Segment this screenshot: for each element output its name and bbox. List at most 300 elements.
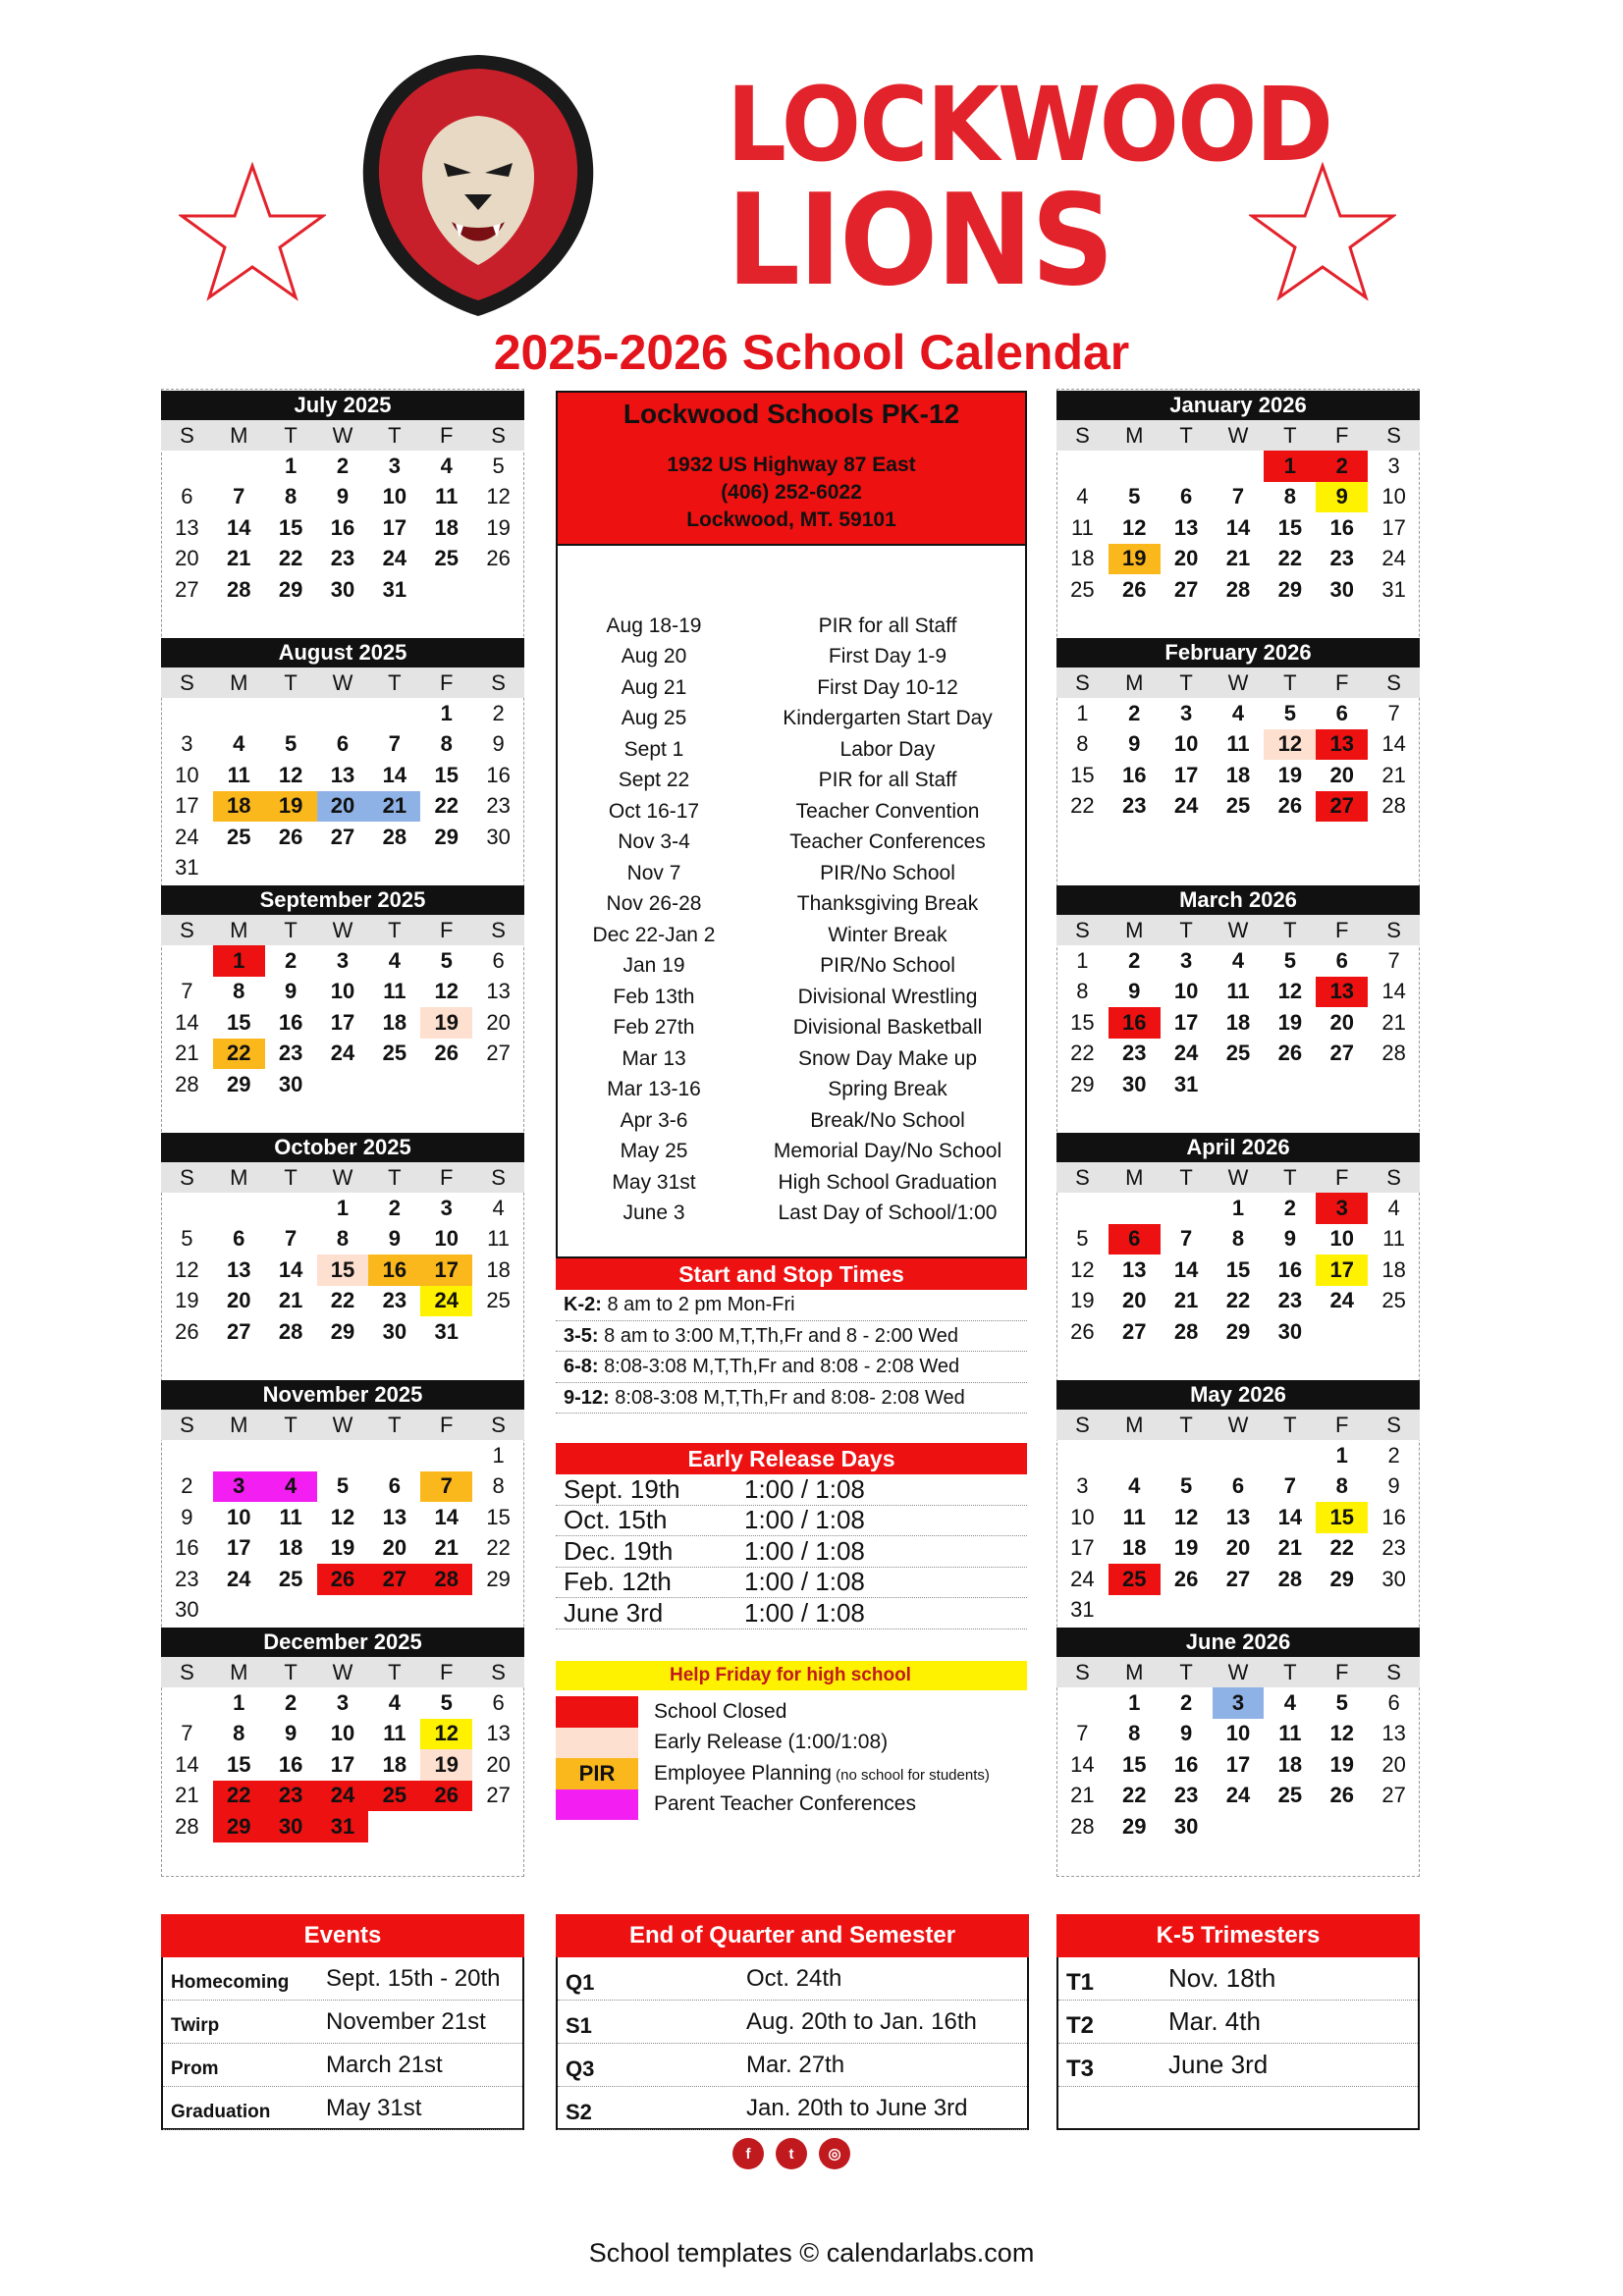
day-cell: 13 — [227, 1256, 251, 1282]
day-grid — [161, 945, 524, 1100]
day-cell: 9 — [492, 731, 505, 757]
day-cell: 1 — [1264, 451, 1316, 482]
footer-credit[interactable]: School templates © calendarlabs.com — [588, 2238, 1035, 2268]
start-stop-rows — [556, 1290, 1027, 1414]
day-grid — [161, 1440, 524, 1626]
day-cell: 25 — [1381, 1288, 1406, 1313]
day-cell: 28 — [1225, 576, 1251, 602]
day-cell: 11 — [1122, 1504, 1146, 1529]
weekday-label: S — [491, 1164, 506, 1190]
weekday-header — [161, 1162, 524, 1193]
empty-cell — [1056, 1440, 1109, 1471]
day-cell: 19 — [1173, 1535, 1199, 1561]
weekday-label: W — [332, 1164, 353, 1190]
day-cell: 21 — [1173, 1288, 1199, 1313]
event-date: May 31st — [612, 1170, 696, 1194]
day-cell: 21 — [368, 791, 420, 823]
day-cell: 11 — [487, 1226, 510, 1252]
trimester-box-row — [1058, 2044, 1418, 2087]
twitter-icon[interactable]: t — [776, 2138, 807, 2169]
day-cell: 8 — [1076, 731, 1089, 757]
day-cell: 18 — [382, 1009, 407, 1035]
day-cell: 21 — [175, 1783, 199, 1808]
day-cell: 26 — [486, 546, 511, 571]
empty-cell — [265, 1440, 317, 1471]
event-row — [558, 611, 1025, 642]
day-cell: 25 — [382, 1041, 407, 1066]
facebook-icon[interactable]: f — [732, 2138, 764, 2169]
event-date: Sept 22 — [618, 769, 690, 792]
school-info-header — [556, 391, 1027, 544]
event-date: May 25 — [620, 1140, 688, 1163]
empty-cell — [1264, 1440, 1316, 1471]
weekday-header — [161, 1410, 524, 1440]
day-cell: 14 — [227, 514, 251, 540]
day-cell: 7 — [1387, 700, 1400, 725]
weekday-label: T — [1179, 1164, 1193, 1190]
legend-label: School Closed — [654, 1699, 787, 1723]
weekday-label: S — [491, 1659, 506, 1684]
day-cell: 16 — [1277, 1256, 1303, 1282]
empty-cell — [1109, 1440, 1161, 1471]
day-cell: 25 — [486, 1288, 511, 1313]
day-cell: 7 — [285, 1226, 298, 1252]
day-cell: 9 — [1128, 979, 1141, 1004]
weekday-label: T — [388, 1659, 402, 1684]
day-cell: 31 — [1173, 1071, 1199, 1096]
grade-times: 8:08-3:08 M,T,Th,Fr and 8:08 - 2:08 Wed — [598, 1356, 960, 1377]
day-cell: 4 — [440, 453, 453, 478]
weekday-label: W — [332, 1659, 353, 1684]
day-cell: 1 — [1335, 1442, 1348, 1468]
start-stop-row — [556, 1352, 1027, 1383]
day-cell: 30 — [486, 824, 511, 849]
event-date: Nov 7 — [626, 861, 681, 884]
event-name: Winter Break — [828, 923, 947, 946]
day-cell: 29 — [434, 824, 459, 849]
weekday-label: W — [1227, 1412, 1249, 1437]
empty-cell — [265, 698, 317, 729]
day-cell: 4 — [1231, 700, 1245, 725]
day-cell: 3 — [1180, 947, 1193, 973]
day-cell: 20 — [1173, 546, 1199, 571]
weekday-label: T — [388, 917, 402, 942]
day-cell: 22 — [330, 1288, 355, 1313]
day-cell: 23 — [382, 1288, 407, 1313]
day-cell: 11 — [435, 484, 459, 509]
weekday-label: T — [284, 1659, 298, 1684]
day-cell: 21 — [434, 1535, 459, 1561]
day-cell: 7 — [1180, 1226, 1193, 1252]
month-calendar — [1056, 1133, 1420, 1348]
day-cell: 16 — [278, 1751, 303, 1777]
event-date: Sept 1 — [623, 737, 684, 761]
empty-cell — [1056, 1687, 1109, 1719]
early-release-date: Feb. 12th — [564, 1567, 672, 1597]
day-cell: 19 — [1329, 1751, 1354, 1777]
day-cell: 24 — [1173, 793, 1199, 819]
day-cell: 17 — [1316, 1255, 1368, 1286]
weekday-label: S — [1075, 669, 1090, 695]
empty-cell — [317, 1440, 369, 1471]
day-cell: 2 — [492, 700, 505, 725]
day-cell: 17 — [227, 1535, 251, 1561]
row-name: T1 — [1066, 1968, 1095, 1996]
event-date: Nov 26-28 — [606, 892, 702, 916]
day-cell: 13 — [382, 1504, 407, 1529]
weekday-header — [1056, 915, 1420, 945]
day-cell: 7 — [1387, 947, 1400, 973]
day-cell: 10 — [1070, 1504, 1095, 1529]
day-cell: 25 — [368, 1781, 420, 1812]
day-cell: 8 — [440, 731, 453, 757]
empty-cell — [1213, 1440, 1265, 1471]
row-name: Twirp — [171, 2014, 220, 2036]
event-name: First Day 1-9 — [828, 645, 947, 668]
day-cell: 6 — [1109, 1224, 1161, 1255]
weekday-label: M — [1125, 1412, 1144, 1437]
day-cell: 29 — [1329, 1566, 1354, 1591]
row-name: Q3 — [566, 2056, 595, 2081]
day-cell: 26 — [1277, 1041, 1303, 1066]
weekday-label: T — [1283, 1412, 1297, 1437]
day-cell: 9 — [1316, 482, 1368, 513]
day-cell: 26 — [420, 1781, 472, 1812]
day-cell: 29 — [213, 1811, 265, 1842]
day-cell: 21 — [278, 1288, 303, 1313]
day-cell: 18 — [1122, 1535, 1147, 1561]
day-cell: 17 — [1173, 1009, 1199, 1035]
weekday-label: T — [1283, 917, 1297, 942]
day-cell: 20 — [1329, 762, 1354, 787]
events-box-rows — [163, 1957, 522, 2130]
day-cell: 17 — [175, 793, 199, 819]
day-cell: 11 — [383, 1721, 406, 1746]
grade-label: 6-8: — [564, 1356, 599, 1377]
day-cell: 2 — [336, 453, 350, 478]
day-cell: 8 — [233, 979, 245, 1004]
quarter-box-title: End of Quarter and Semester — [556, 1914, 1029, 1957]
day-cell: 4 — [1128, 1473, 1141, 1499]
day-cell: 26 — [1277, 793, 1303, 819]
day-cell: 5 — [181, 1226, 193, 1252]
weekday-header — [161, 1657, 524, 1687]
day-cell: 4 — [492, 1195, 505, 1220]
weekday-label: M — [230, 1412, 248, 1437]
weekday-label: F — [439, 669, 454, 695]
day-cell: 4 — [1231, 947, 1245, 973]
weekday-label: S — [491, 917, 506, 942]
weekday-label: F — [439, 1659, 454, 1684]
day-cell: 19 — [330, 1535, 355, 1561]
day-grid — [1056, 698, 1420, 822]
event-row — [558, 672, 1025, 704]
day-cell: 3 — [181, 731, 193, 757]
quarter-box-row — [558, 2087, 1027, 2130]
day-cell: 25 — [1225, 793, 1251, 819]
empty-cell — [368, 1440, 420, 1471]
day-cell: 17 — [1225, 1751, 1251, 1777]
day-cell: 5 — [1283, 947, 1296, 973]
events-box-row — [163, 2001, 522, 2044]
day-cell: 17 — [330, 1751, 355, 1777]
weekday-label: S — [1386, 917, 1401, 942]
day-cell: 8 — [1076, 979, 1089, 1004]
day-cell: 22 — [486, 1535, 511, 1561]
empty-cell — [420, 1440, 472, 1471]
event-name: High School Graduation — [778, 1170, 998, 1194]
event-row — [558, 982, 1025, 1013]
day-cell: 11 — [1071, 514, 1094, 540]
legend-swatch: PIR — [556, 1758, 638, 1789]
weekday-label: M — [230, 669, 248, 695]
legend-row — [556, 1758, 1027, 1789]
day-cell: 5 — [285, 731, 298, 757]
events-box — [161, 1914, 524, 2130]
day-grid — [161, 451, 524, 606]
day-cell: 3 — [336, 1689, 350, 1715]
day-cell: 18 — [1070, 546, 1095, 571]
day-cell: 18 — [1225, 1009, 1251, 1035]
day-cell: 22 — [213, 1781, 265, 1812]
day-cell: 3 — [1387, 453, 1400, 478]
day-cell: 22 — [1070, 793, 1095, 819]
day-cell: 18 — [1381, 1256, 1406, 1282]
weekday-label: M — [1125, 1659, 1144, 1684]
weekday-header — [1056, 1162, 1420, 1193]
page-title: 2025-2026 School Calendar — [493, 325, 1130, 380]
help-friday-banner: Help Friday for high school — [556, 1661, 1027, 1690]
day-cell: 3 — [1316, 1193, 1368, 1224]
empty-cell — [213, 1440, 265, 1471]
weekday-label: F — [1334, 422, 1349, 448]
day-cell: 15 — [227, 1751, 251, 1777]
event-name: PIR for all Staff — [818, 769, 957, 792]
day-cell: 28 — [420, 1564, 472, 1595]
day-cell: 14 — [175, 1751, 199, 1777]
day-cell: 24 — [1070, 1566, 1095, 1591]
event-date: Jan 19 — [622, 954, 685, 978]
legend-rows — [556, 1696, 1027, 1820]
day-cell: 26 — [278, 824, 303, 849]
day-cell: 16 — [1381, 1504, 1406, 1529]
row-date: Jan. 20th to June 3rd — [746, 2094, 968, 2121]
day-cell: 24 — [330, 1041, 355, 1066]
day-cell: 2 — [181, 1473, 193, 1499]
empty-cell — [1109, 451, 1161, 482]
day-cell: 20 — [1381, 1751, 1406, 1777]
day-cell: 24 — [1173, 1041, 1199, 1066]
day-cell: 13 — [175, 514, 199, 540]
day-cell: 23 — [1173, 1783, 1199, 1808]
day-cell: 15 — [227, 1009, 251, 1035]
legend-label: Employee Planning (no school for students) — [654, 1761, 990, 1785]
day-cell: 8 — [285, 484, 298, 509]
weekday-label: S — [180, 917, 194, 942]
day-cell: 4 — [265, 1471, 317, 1503]
early-release-row — [556, 1536, 1027, 1568]
day-cell: 14 — [1070, 1751, 1095, 1777]
day-cell: 16 — [486, 762, 511, 787]
weekday-label: T — [284, 669, 298, 695]
day-grid — [161, 698, 524, 883]
day-cell: 26 — [1070, 1318, 1095, 1344]
day-cell: 20 — [1225, 1535, 1251, 1561]
early-release-section — [556, 1443, 1027, 1629]
day-cell: 18 — [1277, 1751, 1303, 1777]
weekday-label: F — [439, 422, 454, 448]
weekday-label: T — [284, 917, 298, 942]
weekday-label: F — [439, 1164, 454, 1190]
trimester-box-row — [1058, 1957, 1418, 2001]
day-cell: 14 — [278, 1256, 303, 1282]
event-date: Feb 13th — [613, 985, 695, 1008]
quarter-box-row — [558, 2044, 1027, 2087]
day-grid — [1056, 1440, 1420, 1626]
school-city: Lockwood, MT. 59101 — [686, 508, 896, 531]
day-cell: 9 — [1180, 1721, 1193, 1746]
events-box-row — [163, 2044, 522, 2087]
day-cell: 3 — [1213, 1687, 1265, 1719]
day-cell: 26 — [1329, 1783, 1354, 1808]
day-cell: 12 — [486, 484, 511, 509]
day-cell: 9 — [1283, 1226, 1296, 1252]
row-date: November 21st — [326, 2007, 486, 2035]
day-cell: 31 — [434, 1318, 459, 1344]
day-cell: 12 — [1329, 1721, 1354, 1746]
day-cell: 12 — [420, 1719, 472, 1750]
day-cell: 27 — [330, 824, 355, 849]
day-cell: 23 — [175, 1566, 199, 1591]
trimester-box — [1056, 1914, 1420, 2130]
event-row — [558, 1075, 1025, 1106]
day-cell: 28 — [1070, 1813, 1095, 1839]
day-cell: 23 — [265, 1781, 317, 1812]
event-row — [558, 1167, 1025, 1199]
day-cell: 15 — [1316, 1502, 1368, 1533]
month-title: December 2025 — [161, 1628, 524, 1657]
weekday-label: F — [1334, 917, 1349, 942]
early-release-time: 1:00 / 1:08 — [744, 1505, 865, 1535]
event-date: June 3 — [622, 1201, 685, 1225]
day-cell: 1 — [492, 1442, 505, 1468]
instagram-icon[interactable]: ◎ — [819, 2138, 850, 2169]
legend-row — [556, 1789, 1027, 1821]
day-cell: 12 — [330, 1504, 355, 1529]
day-cell: 8 — [492, 1473, 505, 1499]
event-row — [558, 734, 1025, 766]
day-cell: 23 — [1381, 1535, 1406, 1561]
row-name: T3 — [1066, 2055, 1095, 2082]
day-cell: 20 — [1122, 1288, 1147, 1313]
day-cell: 30 — [1381, 1566, 1406, 1591]
day-cell: 10 — [1173, 979, 1199, 1004]
day-cell: 7 — [233, 484, 245, 509]
row-name: Homecoming — [171, 1971, 290, 1993]
day-cell: 8 — [1231, 1226, 1245, 1252]
quarter-box-row — [558, 1957, 1027, 2001]
day-cell: 28 — [1277, 1566, 1303, 1591]
day-cell: 15 — [434, 762, 459, 787]
day-cell: 26 — [1122, 576, 1147, 602]
day-cell: 25 — [1225, 1041, 1251, 1066]
day-cell: 1 — [1076, 700, 1089, 725]
empty-cell — [161, 1440, 213, 1471]
day-cell: 1 — [285, 453, 298, 478]
day-cell: 16 — [368, 1255, 420, 1286]
day-cell: 24 — [227, 1566, 251, 1591]
day-cell: 2 — [285, 1689, 298, 1715]
day-cell: 24 — [1225, 1783, 1251, 1808]
day-cell: 14 — [382, 762, 407, 787]
row-date: Nov. 18th — [1168, 1963, 1276, 1993]
day-cell: 10 — [1329, 1226, 1354, 1252]
weekday-label: S — [1386, 1164, 1401, 1190]
day-cell: 4 — [233, 731, 245, 757]
empty-cell — [368, 698, 420, 729]
day-cell: 4 — [1283, 1689, 1296, 1715]
day-cell: 24 — [1329, 1288, 1354, 1313]
weekday-label: S — [1075, 1659, 1090, 1684]
day-cell: 30 — [1277, 1318, 1303, 1344]
day-cell: 2 — [1180, 1689, 1193, 1715]
day-cell: 2 — [285, 947, 298, 973]
empty-cell — [1056, 451, 1109, 482]
weekday-header — [1056, 1410, 1420, 1440]
day-cell: 21 — [1277, 1535, 1303, 1561]
day-cell: 8 — [233, 1721, 245, 1746]
empty-cell — [1213, 451, 1265, 482]
day-cell: 30 — [1173, 1813, 1199, 1839]
day-cell: 31 — [175, 855, 199, 881]
day-cell: 3 — [388, 453, 401, 478]
day-cell: 9 — [285, 1721, 298, 1746]
day-cell: 27 — [227, 1318, 251, 1344]
trimester-box-title: K-5 Trimesters — [1056, 1914, 1420, 1957]
grade-times: 8:08-3:08 M,T,Th,Fr and 8:08- 2:08 Wed — [609, 1386, 965, 1409]
weekday-label: M — [1125, 1164, 1144, 1190]
day-cell: 22 — [1277, 546, 1303, 571]
grade-times: 8 am to 3:00 M,T,Th,Fr and 8 - 2:00 Wed — [598, 1324, 959, 1347]
grade-label: K-2: — [564, 1294, 602, 1315]
weekday-label: S — [1075, 917, 1090, 942]
day-cell: 23 — [1329, 546, 1354, 571]
event-date: Oct 16-17 — [608, 799, 700, 823]
early-release-time: 1:00 / 1:08 — [744, 1567, 865, 1597]
day-cell: 9 — [1128, 731, 1141, 757]
day-cell: 29 — [1225, 1318, 1251, 1344]
day-cell: 29 — [1070, 1071, 1095, 1096]
weekday-label: F — [439, 917, 454, 942]
day-cell: 13 — [1316, 729, 1368, 761]
month-calendar — [1056, 1628, 1420, 1842]
day-cell: 24 — [420, 1286, 472, 1317]
empty-cell — [265, 1193, 317, 1224]
early-release-row — [556, 1506, 1027, 1537]
row-date: March 21st — [326, 2051, 443, 2078]
day-cell: 18 — [486, 1256, 511, 1282]
weekday-label: S — [180, 1164, 194, 1190]
empty-cell — [161, 698, 213, 729]
day-cell: 5 — [440, 1689, 453, 1715]
weekday-label: W — [1227, 1164, 1249, 1190]
early-release-date: Sept. 19th — [564, 1473, 680, 1504]
day-cell: 29 — [1277, 576, 1303, 602]
day-cell: 3 — [213, 1471, 265, 1503]
day-cell: 22 — [1122, 1783, 1147, 1808]
day-cell: 15 — [1277, 514, 1303, 540]
event-name: Spring Break — [828, 1078, 947, 1101]
